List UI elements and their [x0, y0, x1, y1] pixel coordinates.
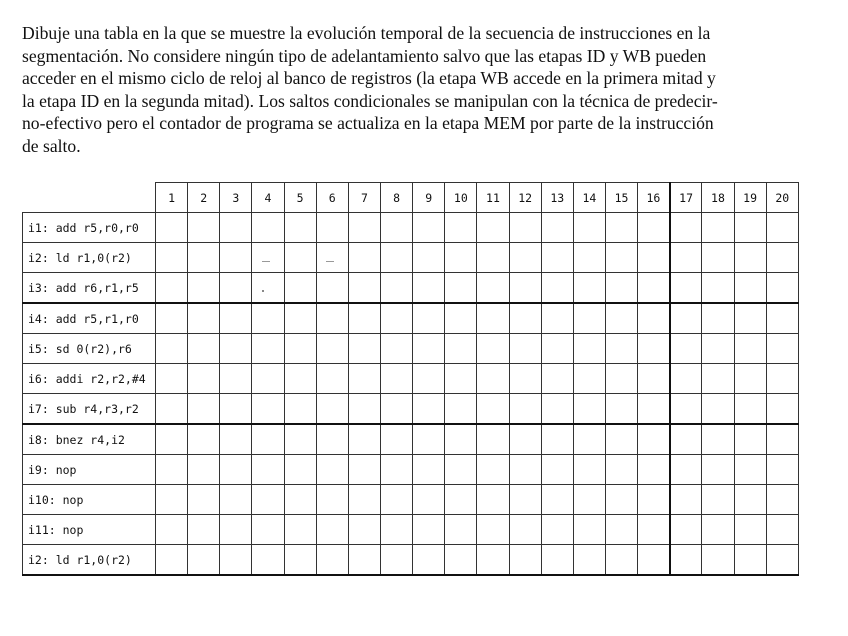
stage-cell[interactable] [445, 545, 477, 576]
stage-cell[interactable] [348, 213, 380, 243]
stage-cell[interactable] [252, 424, 284, 455]
cycle-header-10: 10 [445, 183, 477, 213]
cycle-header-3: 3 [220, 183, 252, 213]
stage-cell[interactable] [734, 424, 766, 455]
stage-cell[interactable] [316, 334, 348, 364]
stage-cell[interactable] [252, 515, 284, 545]
stage-cell[interactable] [638, 515, 670, 545]
stage-cell[interactable] [380, 243, 412, 273]
stage-cell[interactable] [413, 485, 445, 515]
stage-cell[interactable] [188, 213, 220, 243]
stage-cell[interactable] [188, 273, 220, 304]
stage-cell[interactable] [445, 243, 477, 273]
stage-cell[interactable] [156, 545, 188, 576]
stage-cell[interactable] [252, 545, 284, 576]
cycle-header-row [23, 183, 799, 213]
instruction-label: i2: ld r1,0(r2) [23, 243, 156, 273]
stage-cell[interactable] [413, 545, 445, 576]
table-row [23, 394, 799, 425]
stage-cell[interactable] [477, 303, 509, 334]
stage-cell[interactable] [220, 273, 252, 304]
stage-cell[interactable] [156, 334, 188, 364]
stage-cell[interactable] [284, 455, 316, 485]
cycle-header-11: 11 [477, 183, 509, 213]
stage-cell[interactable] [348, 364, 380, 394]
stage-cell[interactable] [348, 455, 380, 485]
stage-cell[interactable] [156, 424, 188, 455]
cycle-header-18: 18 [702, 183, 734, 213]
stage-cell[interactable] [316, 455, 348, 485]
scan-mark [262, 290, 264, 292]
stage-cell[interactable] [605, 364, 637, 394]
stage-cell[interactable] [670, 394, 702, 425]
stage-cell[interactable] [638, 485, 670, 515]
stage-cell[interactable] [766, 213, 798, 243]
stage-cell[interactable] [477, 455, 509, 485]
stage-cell[interactable] [638, 213, 670, 243]
table-row [23, 455, 799, 485]
stage-cell[interactable] [188, 545, 220, 576]
cycle-header-6: 6 [316, 183, 348, 213]
stage-cell[interactable] [734, 273, 766, 304]
stage-cell[interactable] [316, 213, 348, 243]
cycle-header-17: 17 [670, 183, 702, 213]
stage-cell[interactable] [252, 364, 284, 394]
stage-cell[interactable] [605, 485, 637, 515]
stage-cell[interactable] [605, 394, 637, 425]
stage-cell[interactable] [734, 334, 766, 364]
stage-cell[interactable] [316, 394, 348, 425]
stage-cell[interactable] [766, 424, 798, 455]
stage-cell[interactable] [702, 455, 734, 485]
stage-cell[interactable] [638, 394, 670, 425]
stage-cell[interactable] [348, 273, 380, 304]
stage-cell[interactable] [702, 364, 734, 394]
cycle-header-9: 9 [413, 183, 445, 213]
table-row [23, 364, 799, 394]
stage-cell[interactable] [573, 273, 605, 304]
stage-cell[interactable] [252, 455, 284, 485]
stage-cell[interactable] [156, 303, 188, 334]
stage-cell[interactable] [670, 364, 702, 394]
stage-cell[interactable] [734, 213, 766, 243]
stage-cell[interactable] [702, 303, 734, 334]
table-row [23, 243, 799, 273]
stage-cell[interactable] [573, 364, 605, 394]
stage-cell[interactable] [188, 303, 220, 334]
stage-cell[interactable] [477, 243, 509, 273]
stage-cell[interactable] [766, 364, 798, 394]
stage-cell[interactable] [445, 515, 477, 545]
table-row [23, 515, 799, 545]
instruction-label: i1: add r5,r0,r0 [23, 213, 156, 243]
stage-cell[interactable] [509, 485, 541, 515]
stage-cell[interactable] [284, 213, 316, 243]
stage-cell[interactable] [638, 334, 670, 364]
instruction-label: i2: ld r1,0(r2) [23, 545, 156, 576]
stage-cell[interactable] [573, 243, 605, 273]
stage-cell[interactable] [348, 515, 380, 545]
stage-cell[interactable] [477, 485, 509, 515]
stage-cell[interactable] [220, 485, 252, 515]
stage-cell[interactable] [605, 243, 637, 273]
stage-cell[interactable] [413, 243, 445, 273]
stage-cell[interactable] [766, 455, 798, 485]
stage-cell[interactable] [220, 243, 252, 273]
stage-cell[interactable] [188, 424, 220, 455]
stage-cell[interactable] [766, 334, 798, 364]
stage-cell[interactable] [638, 273, 670, 304]
stage-cell[interactable] [670, 485, 702, 515]
stage-cell[interactable] [702, 485, 734, 515]
stage-cell[interactable] [413, 515, 445, 545]
statement-line: de salto. [22, 135, 81, 156]
stage-cell[interactable] [573, 334, 605, 364]
stage-cell[interactable] [220, 213, 252, 243]
instruction-label: i7: sub r4,r3,r2 [23, 394, 156, 425]
cycle-header-4: 4 [252, 183, 284, 213]
stage-cell[interactable] [541, 424, 573, 455]
stage-cell[interactable] [702, 334, 734, 364]
stage-cell[interactable] [380, 334, 412, 364]
stage-cell[interactable] [509, 213, 541, 243]
stage-cell[interactable] [734, 485, 766, 515]
stage-cell[interactable] [670, 213, 702, 243]
stage-cell[interactable] [670, 273, 702, 304]
table-row [23, 303, 799, 334]
stage-cell[interactable] [284, 334, 316, 364]
stage-cell[interactable] [445, 394, 477, 425]
statement-line: acceder en el mismo ciclo de reloj al banco de registros (la etapa WB accede en la primera mitad y [22, 68, 716, 89]
stage-cell[interactable] [252, 485, 284, 515]
stage-cell[interactable] [541, 485, 573, 515]
stage-cell[interactable] [638, 455, 670, 485]
stage-cell[interactable] [702, 515, 734, 545]
stage-cell[interactable] [509, 334, 541, 364]
stage-cell[interactable] [188, 515, 220, 545]
instruction-rows [23, 213, 799, 576]
stage-cell[interactable] [284, 545, 316, 576]
stage-cell[interactable] [509, 273, 541, 304]
stage-cell[interactable] [509, 303, 541, 334]
stage-cell[interactable] [413, 334, 445, 364]
stage-cell[interactable] [188, 243, 220, 273]
stage-cell[interactable] [413, 213, 445, 243]
stage-cell[interactable] [220, 364, 252, 394]
stage-cell[interactable] [252, 394, 284, 425]
stage-cell[interactable] [766, 303, 798, 334]
stage-cell[interactable] [252, 334, 284, 364]
pipeline-table [22, 182, 799, 576]
stage-cell[interactable] [541, 243, 573, 273]
stage-cell[interactable] [702, 545, 734, 576]
instruction-label: i9: nop [23, 455, 156, 485]
stage-cell[interactable] [220, 334, 252, 364]
stage-cell[interactable] [284, 364, 316, 394]
cycle-header-13: 13 [541, 183, 573, 213]
stage-cell[interactable] [638, 424, 670, 455]
stage-cell[interactable] [445, 424, 477, 455]
stage-cell[interactable] [702, 424, 734, 455]
cycle-header-19: 19 [734, 183, 766, 213]
stage-cell[interactable] [477, 364, 509, 394]
stage-cell[interactable] [316, 273, 348, 304]
cycle-header-7: 7 [348, 183, 380, 213]
stage-cell[interactable] [413, 273, 445, 304]
stage-cell[interactable] [605, 303, 637, 334]
stage-cell[interactable] [445, 455, 477, 485]
stage-cell[interactable] [541, 515, 573, 545]
stage-cell[interactable] [316, 243, 348, 273]
instruction-label: i10: nop [23, 485, 156, 515]
stage-cell[interactable] [638, 243, 670, 273]
stage-cell[interactable] [284, 515, 316, 545]
stage-cell[interactable] [573, 545, 605, 576]
cycle-header-20: 20 [766, 183, 798, 213]
stage-cell[interactable] [380, 485, 412, 515]
stage-cell[interactable] [509, 364, 541, 394]
table-row [23, 424, 799, 455]
stage-cell[interactable] [445, 485, 477, 515]
stage-cell[interactable] [734, 545, 766, 576]
stage-cell[interactable] [605, 545, 637, 576]
stage-cell[interactable] [413, 394, 445, 425]
stage-cell[interactable] [638, 303, 670, 334]
stage-cell[interactable] [188, 334, 220, 364]
stage-cell[interactable] [220, 545, 252, 576]
stage-cell[interactable] [734, 394, 766, 425]
problem-statement [22, 22, 828, 158]
stage-cell[interactable] [413, 424, 445, 455]
stage-cell[interactable] [509, 515, 541, 545]
table-row [23, 545, 799, 576]
stage-cell[interactable] [766, 394, 798, 425]
stage-cell[interactable] [573, 455, 605, 485]
stage-cell[interactable] [188, 485, 220, 515]
stage-cell[interactable] [509, 424, 541, 455]
stage-cell[interactable] [509, 545, 541, 576]
stage-cell[interactable] [188, 455, 220, 485]
stage-cell[interactable] [380, 455, 412, 485]
stage-cell[interactable] [702, 213, 734, 243]
instruction-label: i6: addi r2,r2,#4 [23, 364, 156, 394]
table-row [23, 334, 799, 364]
stage-cell[interactable] [445, 273, 477, 304]
stage-cell[interactable] [509, 243, 541, 273]
stage-cell[interactable] [380, 303, 412, 334]
stage-cell[interactable] [573, 394, 605, 425]
table-row [23, 213, 799, 243]
cycle-header-15: 15 [605, 183, 637, 213]
stage-cell[interactable] [702, 243, 734, 273]
stage-cell[interactable] [445, 364, 477, 394]
stage-cell[interactable] [188, 394, 220, 425]
stage-cell[interactable] [670, 455, 702, 485]
stage-cell[interactable] [445, 334, 477, 364]
stage-cell[interactable] [220, 515, 252, 545]
statement-line: la etapa ID en la segunda mitad). Los saltos condicionales se manipulan con la técnica de predecir- [22, 90, 718, 111]
stage-cell[interactable] [670, 515, 702, 545]
stage-cell[interactable] [252, 213, 284, 243]
stage-cell[interactable] [573, 424, 605, 455]
stage-cell[interactable] [220, 455, 252, 485]
stage-cell[interactable] [638, 545, 670, 576]
stage-cell[interactable] [734, 515, 766, 545]
stage-cell[interactable] [541, 334, 573, 364]
stage-cell[interactable] [348, 485, 380, 515]
stage-cell[interactable] [702, 394, 734, 425]
stage-cell[interactable] [477, 213, 509, 243]
stage-cell[interactable] [605, 455, 637, 485]
stage-cell[interactable] [348, 243, 380, 273]
stage-cell[interactable] [734, 243, 766, 273]
stage-cell[interactable] [445, 303, 477, 334]
corner-cell [23, 183, 156, 213]
stage-cell[interactable] [477, 394, 509, 425]
stage-cell[interactable] [380, 213, 412, 243]
stage-cell[interactable] [188, 364, 220, 394]
stage-cell[interactable] [541, 213, 573, 243]
stage-cell[interactable] [509, 394, 541, 425]
stage-cell[interactable] [477, 334, 509, 364]
stage-cell[interactable] [284, 303, 316, 334]
stage-cell[interactable] [316, 303, 348, 334]
scan-mark [262, 261, 270, 262]
stage-cell[interactable] [766, 515, 798, 545]
cycle-header-16: 16 [638, 183, 670, 213]
stage-cell[interactable] [541, 273, 573, 304]
stage-cell[interactable] [284, 485, 316, 515]
stage-cell[interactable] [380, 545, 412, 576]
stage-cell[interactable] [477, 424, 509, 455]
table-row [23, 485, 799, 515]
stage-cell[interactable] [348, 394, 380, 425]
instruction-label: i4: add r5,r1,r0 [23, 303, 156, 334]
instruction-label: i3: add r6,r1,r5 [23, 273, 156, 304]
cycle-header-5: 5 [284, 183, 316, 213]
cycle-header-1: 1 [156, 183, 188, 213]
stage-cell[interactable] [252, 243, 284, 273]
stage-cell[interactable] [380, 515, 412, 545]
stage-cell[interactable] [220, 424, 252, 455]
stage-cell[interactable] [413, 364, 445, 394]
stage-cell[interactable] [766, 243, 798, 273]
stage-cell[interactable] [541, 303, 573, 334]
table-row [23, 273, 799, 304]
stage-cell[interactable] [316, 515, 348, 545]
stage-cell[interactable] [477, 545, 509, 576]
stage-cell[interactable] [734, 455, 766, 485]
stage-cell[interactable] [477, 273, 509, 304]
cycle-header-14: 14 [573, 183, 605, 213]
stage-cell[interactable] [541, 545, 573, 576]
stage-cell[interactable] [605, 515, 637, 545]
stage-cell[interactable] [445, 213, 477, 243]
stage-cell[interactable] [252, 273, 284, 304]
stage-cell[interactable] [316, 485, 348, 515]
stage-cell[interactable] [573, 213, 605, 243]
stage-cell[interactable] [220, 303, 252, 334]
stage-cell[interactable] [156, 243, 188, 273]
instruction-label: i5: sd 0(r2),r6 [23, 334, 156, 364]
stage-cell[interactable] [348, 545, 380, 576]
stage-cell[interactable] [156, 394, 188, 425]
stage-cell[interactable] [316, 545, 348, 576]
stage-cell[interactable] [766, 273, 798, 304]
stage-cell[interactable] [156, 213, 188, 243]
stage-cell[interactable] [573, 303, 605, 334]
stage-cell[interactable] [156, 455, 188, 485]
stage-cell[interactable] [380, 394, 412, 425]
stage-cell[interactable] [348, 303, 380, 334]
stage-cell[interactable] [380, 424, 412, 455]
stage-cell[interactable] [605, 424, 637, 455]
cycle-header-2: 2 [188, 183, 220, 213]
stage-cell[interactable] [316, 424, 348, 455]
stage-cell[interactable] [156, 273, 188, 304]
stage-cell[interactable] [670, 424, 702, 455]
scan-mark [326, 261, 334, 262]
stage-cell[interactable] [380, 364, 412, 394]
stage-cell[interactable] [638, 364, 670, 394]
stage-cell[interactable] [670, 243, 702, 273]
stage-cell[interactable] [413, 303, 445, 334]
stage-cell[interactable] [605, 273, 637, 304]
cycle-header-12: 12 [509, 183, 541, 213]
stage-cell[interactable] [734, 364, 766, 394]
stage-cell[interactable] [284, 424, 316, 455]
stage-cell[interactable] [573, 485, 605, 515]
stage-cell[interactable] [156, 515, 188, 545]
stage-cell[interactable] [348, 334, 380, 364]
stage-cell[interactable] [734, 303, 766, 334]
stage-cell[interactable] [220, 394, 252, 425]
statement-line: Dibuje una tabla en la que se muestre la evolución temporal de la secuencia de instrucciones en la [22, 23, 711, 43]
statement-line: segmentación. No considere ningún tipo de adelantamiento salvo que las etapas ID y WB pueden [22, 45, 707, 66]
instruction-label: i11: nop [23, 515, 156, 545]
stage-cell[interactable] [541, 364, 573, 394]
stage-cell[interactable] [541, 394, 573, 425]
stage-cell[interactable] [605, 213, 637, 243]
stage-cell[interactable] [413, 455, 445, 485]
instruction-label: i8: bnez r4,i2 [23, 424, 156, 455]
statement-line: no-efectivo pero el contador de programa se actualiza en la etapa MEM por parte de la instrucción [22, 113, 714, 134]
stage-cell[interactable] [702, 273, 734, 304]
stage-cell[interactable] [766, 485, 798, 515]
cycle-header-8: 8 [380, 183, 412, 213]
stage-cell[interactable] [348, 424, 380, 455]
stage-cell[interactable] [670, 303, 702, 334]
stage-cell[interactable] [509, 455, 541, 485]
stage-cell[interactable] [670, 545, 702, 576]
stage-cell[interactable] [605, 334, 637, 364]
stage-cell[interactable] [156, 364, 188, 394]
stage-cell[interactable] [284, 273, 316, 304]
stage-cell[interactable] [380, 273, 412, 304]
stage-cell[interactable] [766, 545, 798, 576]
stage-cell[interactable] [316, 364, 348, 394]
stage-cell[interactable] [573, 515, 605, 545]
stage-cell[interactable] [156, 485, 188, 515]
stage-cell[interactable] [252, 303, 284, 334]
stage-cell[interactable] [477, 515, 509, 545]
stage-cell[interactable] [284, 243, 316, 273]
stage-cell[interactable] [541, 455, 573, 485]
stage-cell[interactable] [670, 334, 702, 364]
stage-cell[interactable] [284, 394, 316, 425]
